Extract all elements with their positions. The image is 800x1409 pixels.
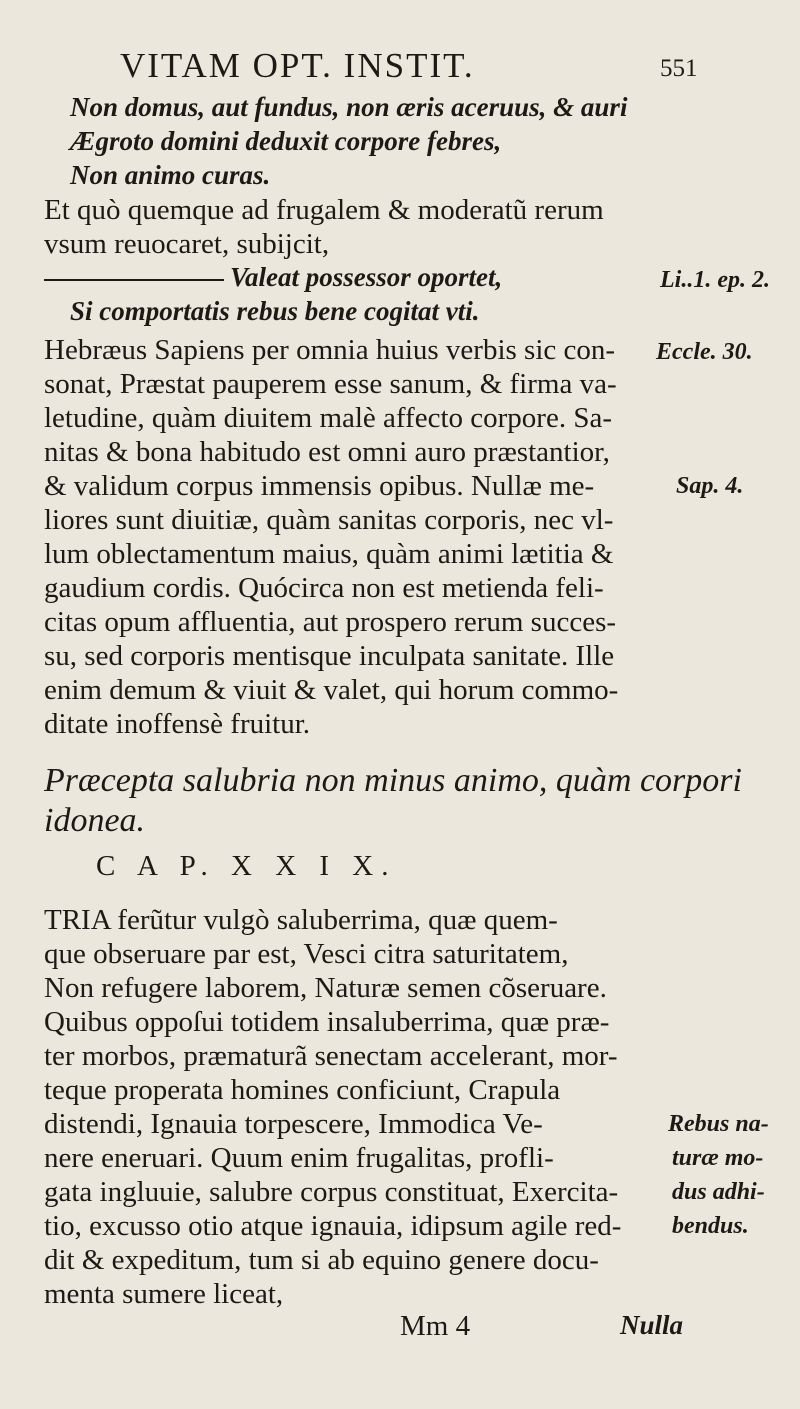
text-line: dit & expeditum, tum si ab equino genere docu- [44,1244,599,1276]
running-title: VITAM OPT. INSTIT. [120,46,475,85]
section-heading: Præcepta salubria non minus animo, quàm corpori [44,762,742,799]
signature-mark: Mm 4 [400,1310,471,1342]
text-line: & validum corpus immensis opibus. Nullæ me- [44,470,595,502]
margin-note: Sap. 4. [676,473,744,499]
text-line: liores sunt diuitiæ, quàm sanitas corporis, nec vl- [44,504,614,536]
text-line: vsum reuocaret, subijcit, [44,228,330,260]
text-line: citas opum affluentia, aut prospero rerum succes- [44,606,617,638]
section-heading: idonea. [44,802,146,839]
text-line: tio, excusso otio atque ignauia, idipsum agile red- [44,1210,622,1242]
verse-line: Non animo curas. [70,160,271,190]
text-line: distendi, Ignauia torpescere, Immodica Ve- [44,1108,543,1140]
verse-line: Si comportatis rebus bene cogitat vti. [70,296,480,326]
text-line: Hebræus Sapiens per omnia huius verbis sic con- [44,334,616,366]
page-number: 551 [660,55,698,82]
text-line: lum oblectamentum maius, quàm animi lætitia & [44,538,614,570]
text-line: gaudium cordis. Quócirca non est metienda feli- [44,572,604,604]
verse-line: Ægroto domini deduxit corpore febres, [70,126,502,156]
text-line: ditate inoffensè fruitur. [44,708,311,740]
text-line: Et quò quemque ad frugalem & moderatũ rerum [44,194,604,226]
text-line: que obseruare par est, Vesci citra saturitatem, [44,938,569,970]
verse-text: Valeat possessor oportet, [230,262,503,292]
margin-note: turæ mo- [672,1145,764,1171]
margin-note: Rebus na- [668,1111,769,1137]
verse-line [44,264,502,291]
text-line: menta sumere liceat, [44,1278,284,1310]
text-line: teque properata homines conficiunt, Crapula [44,1074,561,1106]
text-line: Quibus oppoſui totidem insaluberrima, quæ præ- [44,1006,610,1038]
text-line: su, sed corporis mentisque inculpata sanitate. Ille [44,640,615,672]
text-line: letudine, quàm diuitem malè affecto corpore. Sa- [44,402,612,434]
margin-note: Eccle. 30. [656,339,753,365]
margin-note: dus adhi- [672,1179,765,1205]
text-line: nitas & bona habitudo est omni auro præstantior, [44,436,610,468]
text-line: sonat, Præstat pauperem esse sanum, & firma va- [44,368,617,400]
text-line: TRIA ferũtur vulgò saluberrima, quæ quem- [44,904,558,936]
verse-line: Non domus, aut fundus, non æris aceruus, & auri [70,92,628,122]
text-line: enim demum & viuit & valet, qui horum commo- [44,674,619,706]
catchword: Nulla [620,1310,684,1340]
margin-note: bendus. [672,1213,749,1239]
citation-rule [44,279,224,281]
text-line: ter morbos, præmaturã senectam accelerant, mor- [44,1040,618,1072]
text-line: nere eneruari. Quum enim frugalitas, profli- [44,1142,554,1174]
margin-note: Li..1. ep. 2. [660,267,770,293]
text-line: gata ingluuie, salubre corpus constituat, Exercita- [44,1176,619,1208]
text-line: Non refugere laborem, Naturæ semen cõseruare. [44,972,607,1004]
chapter-label: C A P. X X I X. [96,850,397,882]
